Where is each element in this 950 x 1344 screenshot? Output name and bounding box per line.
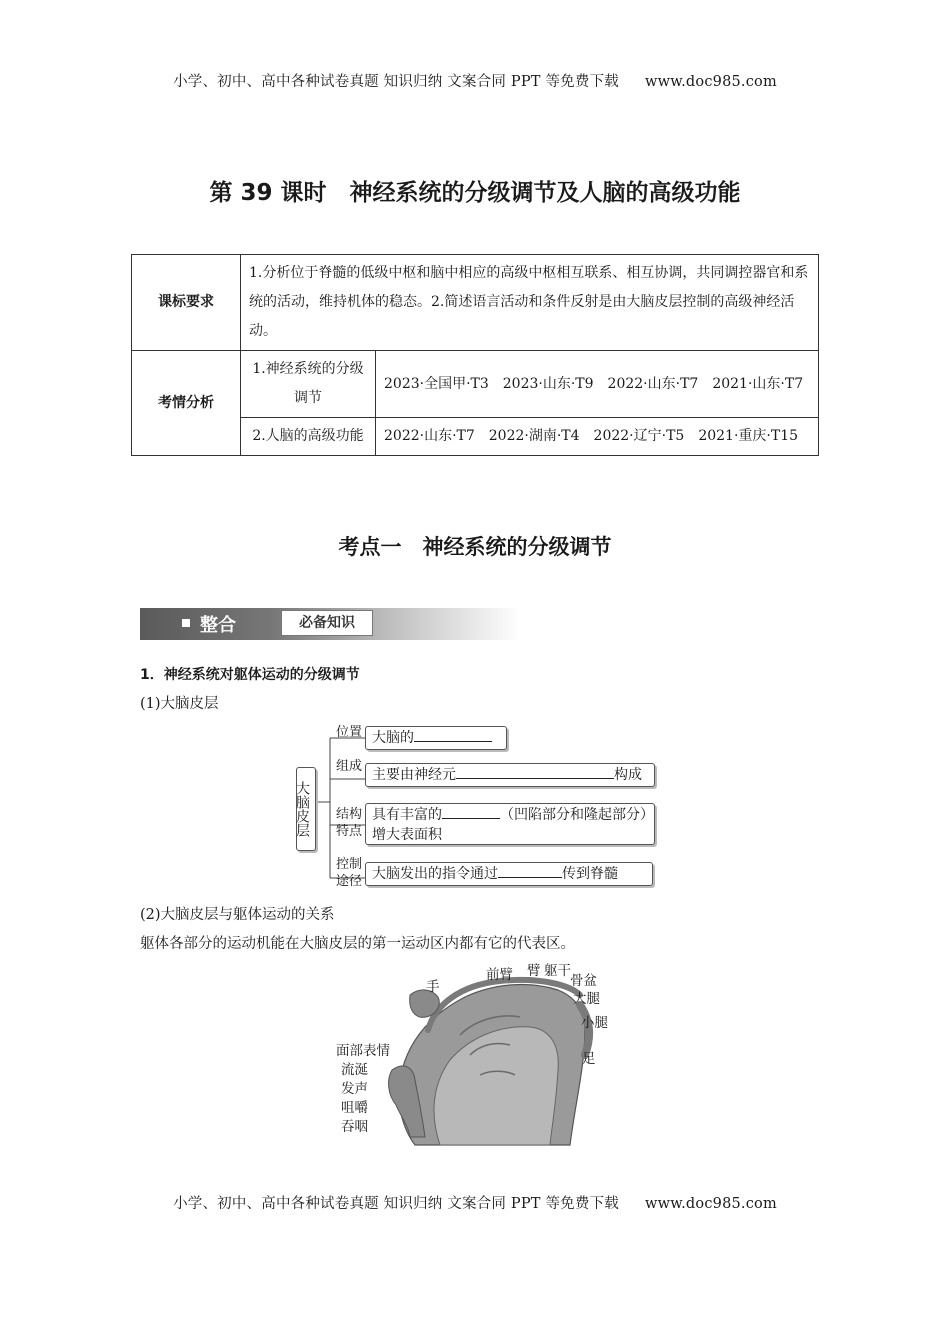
branch-box-composition <box>365 763 655 787</box>
branch-text-position: 大脑的 <box>372 730 414 746</box>
label-forearm: 前臂 <box>486 967 513 983</box>
label-trunk: 躯干 <box>544 963 571 979</box>
req-label: 课标要求 <box>132 255 241 351</box>
item-1-heading: 1．神经系统对躯体运动的分级调节 <box>140 667 360 683</box>
branch-text-composition: 主要由神经元 <box>372 767 456 783</box>
item-1-1-heading: (1)大脑皮层 <box>140 696 219 712</box>
analysis-label: 考情分析 <box>132 351 241 456</box>
branch-box-structure <box>365 803 655 845</box>
branch-text-structure-after: （凹陷部分和隆起部分）增大表面积 <box>372 807 647 843</box>
banner-main: 整合 <box>200 615 236 636</box>
branch-label-structure: 结构特点 <box>336 807 363 839</box>
banner-sub: 必备知识 <box>281 610 373 636</box>
branch-text-pathway: 大脑发出的指令通过 <box>372 866 498 882</box>
page-header <box>0 70 950 91</box>
footer-url[interactable]: www.doc985.com <box>644 1196 777 1212</box>
analysis-exams-1: 2023·全国甲·T3 2023·山东·T9 2022·山东·T7 2021·山东·T7 <box>376 351 819 418</box>
label-arm: 臂 <box>527 963 541 979</box>
branch-label-position: 位置 <box>336 725 363 740</box>
label-chew: 咀嚼 <box>341 1100 368 1116</box>
footer-text: 小学、初中、高中各种试卷真题 知识归纳 文案合同 PPT 等免费下载 <box>173 1196 619 1212</box>
item-1-2-text: 躯体各部分的运动机能在大脑皮层的第一运动区内都有它的代表区。 <box>140 936 575 952</box>
label-calf: 小腿 <box>581 1015 608 1031</box>
analysis-topic-2: 2.人脑的高级功能 <box>241 418 376 456</box>
label-foot: 足 <box>582 1051 596 1067</box>
section-banner <box>140 608 520 640</box>
label-saliva: 流涎 <box>341 1062 368 1078</box>
analysis-topic-1: 1.神经系统的分级调节 <box>241 351 376 418</box>
branch-label-composition: 组成 <box>336 759 363 774</box>
header-text: 小学、初中、高中各种试卷真题 知识归纳 文案合同 PPT 等免费下载 <box>173 74 619 90</box>
item-1-2-heading: (2)大脑皮层与躯体运动的关系 <box>140 907 335 923</box>
label-face: 面部表情 <box>336 1043 390 1059</box>
header-url[interactable]: www.doc985.com <box>644 74 777 90</box>
label-pelvis: 骨盆 <box>570 973 597 989</box>
page-footer <box>0 1192 950 1213</box>
label-swallow: 吞咽 <box>341 1119 368 1135</box>
label-voice: 发声 <box>341 1081 368 1097</box>
analysis-exams-2: 2022·山东·T7 2022·湖南·T4 2022·辽宁·T5 2021·重庆·T15 <box>376 418 819 456</box>
req-text: 1.分析位于脊髓的低级中枢和脑中相应的高级中枢相互联系、相互协调，共同调控器官和系统的活动，维持机体的稳态。2.简述语言活动和条件反射是由大脑皮层控制的高级神经活动。 <box>241 255 819 351</box>
blank-position[interactable] <box>414 727 492 742</box>
page-title: 第 39 课时 神经系统的分级调节及人脑的高级功能 <box>209 180 741 206</box>
branch-box-pathway <box>365 862 653 886</box>
banner-square-icon <box>182 619 190 627</box>
section-title: 考点一 神经系统的分级调节 <box>338 535 612 559</box>
blank-composition[interactable] <box>456 764 614 779</box>
branch-text-composition-after: 构成 <box>614 767 642 783</box>
blank-pathway[interactable] <box>498 863 562 878</box>
label-hand: 手 <box>426 979 440 995</box>
branch-label-pathway: 控制途径 <box>336 857 363 889</box>
branch-text-pathway-after: 传到脊髓 <box>562 866 618 882</box>
branch-text-structure: 具有丰富的 <box>372 807 442 823</box>
branch-box-position <box>365 726 507 750</box>
label-thigh: 大腿 <box>573 991 600 1007</box>
mindmap-root: 大脑皮层 <box>296 767 316 851</box>
blank-structure[interactable] <box>442 804 500 819</box>
requirements-table <box>131 254 819 456</box>
